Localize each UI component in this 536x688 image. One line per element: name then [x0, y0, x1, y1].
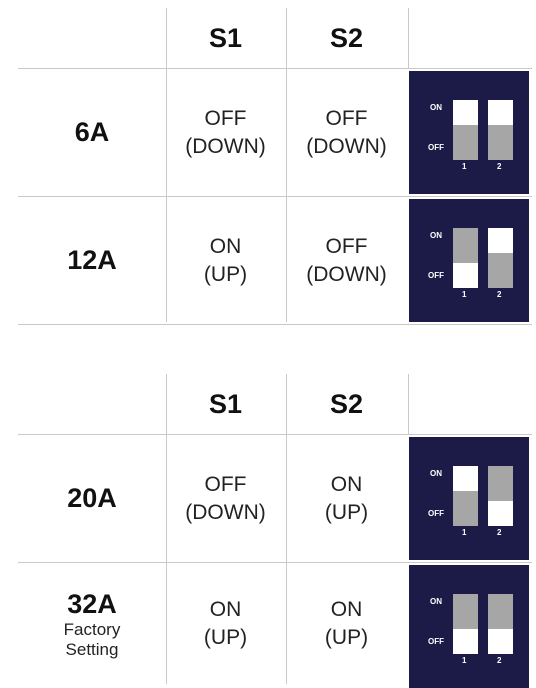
off-label: OFF: [428, 271, 444, 280]
dip-switch-1: [453, 594, 478, 654]
dip-switch-table-1: [18, 8, 532, 325]
s1-state: ON: [209, 234, 242, 258]
dip-switch-diagram: [409, 71, 529, 194]
dip-switch-2: [488, 594, 513, 654]
header-s1: S1: [208, 388, 243, 419]
s1-setting: [166, 69, 285, 196]
s1-direction: (UP): [203, 626, 248, 649]
factory-setting-note: [64, 620, 121, 660]
s1-direction: (DOWN): [185, 500, 266, 524]
s2-direction: (UP): [324, 500, 369, 524]
dip-switch-2: [488, 100, 513, 160]
note-line: Setting: [65, 639, 119, 659]
dip-switch-1: [453, 100, 478, 160]
switch-number-1: 1: [462, 656, 467, 665]
amp-value: 12A: [67, 245, 117, 275]
s1-setting: [166, 197, 285, 324]
table-row: [18, 562, 532, 685]
off-label: OFF: [428, 143, 444, 152]
header-s2: S2: [329, 22, 364, 53]
on-label: ON: [430, 597, 442, 606]
switch-number-1: 1: [462, 290, 467, 299]
table-header: [18, 374, 532, 434]
s2-state: OFF: [325, 234, 368, 258]
table-row: [18, 68, 532, 196]
s2-direction: (UP): [324, 626, 369, 649]
switch-number-2: 2: [497, 162, 502, 171]
switch-knob: [488, 253, 513, 288]
switch-knob: [453, 228, 478, 263]
dip-switch-diagram: [409, 565, 529, 688]
s2-state: OFF: [325, 106, 368, 130]
dip-switch-2: [488, 466, 513, 526]
off-label: OFF: [428, 509, 444, 518]
switch-number-1: 1: [462, 528, 467, 537]
table-row: [18, 196, 532, 325]
s2-setting: [287, 197, 406, 324]
s2-direction: (DOWN): [306, 262, 387, 286]
switch-knob: [453, 594, 478, 629]
s1-setting: [166, 563, 285, 685]
note-line: Factory: [63, 619, 121, 639]
amp-value: 20A: [67, 483, 117, 513]
header-s2: S2: [329, 388, 364, 419]
dip-switch-diagram: [409, 437, 529, 560]
s1-direction: (DOWN): [185, 134, 266, 158]
on-label: ON: [430, 103, 442, 112]
dip-switch-1: [453, 228, 478, 288]
s2-state: ON: [330, 472, 363, 496]
s2-setting: [287, 563, 406, 685]
dip-switch-diagram: [409, 199, 529, 322]
s1-state: ON: [209, 598, 242, 621]
switch-knob: [488, 125, 513, 160]
s2-direction: (DOWN): [306, 134, 387, 158]
switch-knob: [453, 125, 478, 160]
s1-setting: [166, 435, 285, 562]
on-label: ON: [430, 469, 442, 478]
dip-switch-2: [488, 228, 513, 288]
dip-switch-table-2: [18, 374, 532, 685]
switch-number-2: 2: [497, 528, 502, 537]
s2-state: ON: [330, 598, 363, 621]
switch-number-2: 2: [497, 290, 502, 299]
s1-state: OFF: [204, 472, 247, 496]
amp-value: 6A: [74, 117, 110, 147]
off-label: OFF: [428, 637, 444, 646]
header-s1: S1: [208, 22, 243, 53]
amp-label: [18, 563, 166, 685]
amp-label: [18, 197, 166, 324]
switch-number-2: 2: [497, 656, 502, 665]
s2-setting: [287, 435, 406, 562]
table-header: [18, 8, 532, 68]
amp-value: 32A: [67, 588, 117, 619]
on-label: ON: [430, 231, 442, 240]
switch-knob: [488, 594, 513, 629]
s1-state: OFF: [204, 106, 247, 130]
amp-label: [18, 435, 166, 562]
s2-setting: [287, 69, 406, 196]
table-row: [18, 434, 532, 562]
s1-direction: (UP): [203, 262, 248, 286]
switch-knob: [453, 491, 478, 526]
amp-label: [18, 69, 166, 196]
dip-switch-1: [453, 466, 478, 526]
switch-knob: [488, 466, 513, 501]
switch-number-1: 1: [462, 162, 467, 171]
